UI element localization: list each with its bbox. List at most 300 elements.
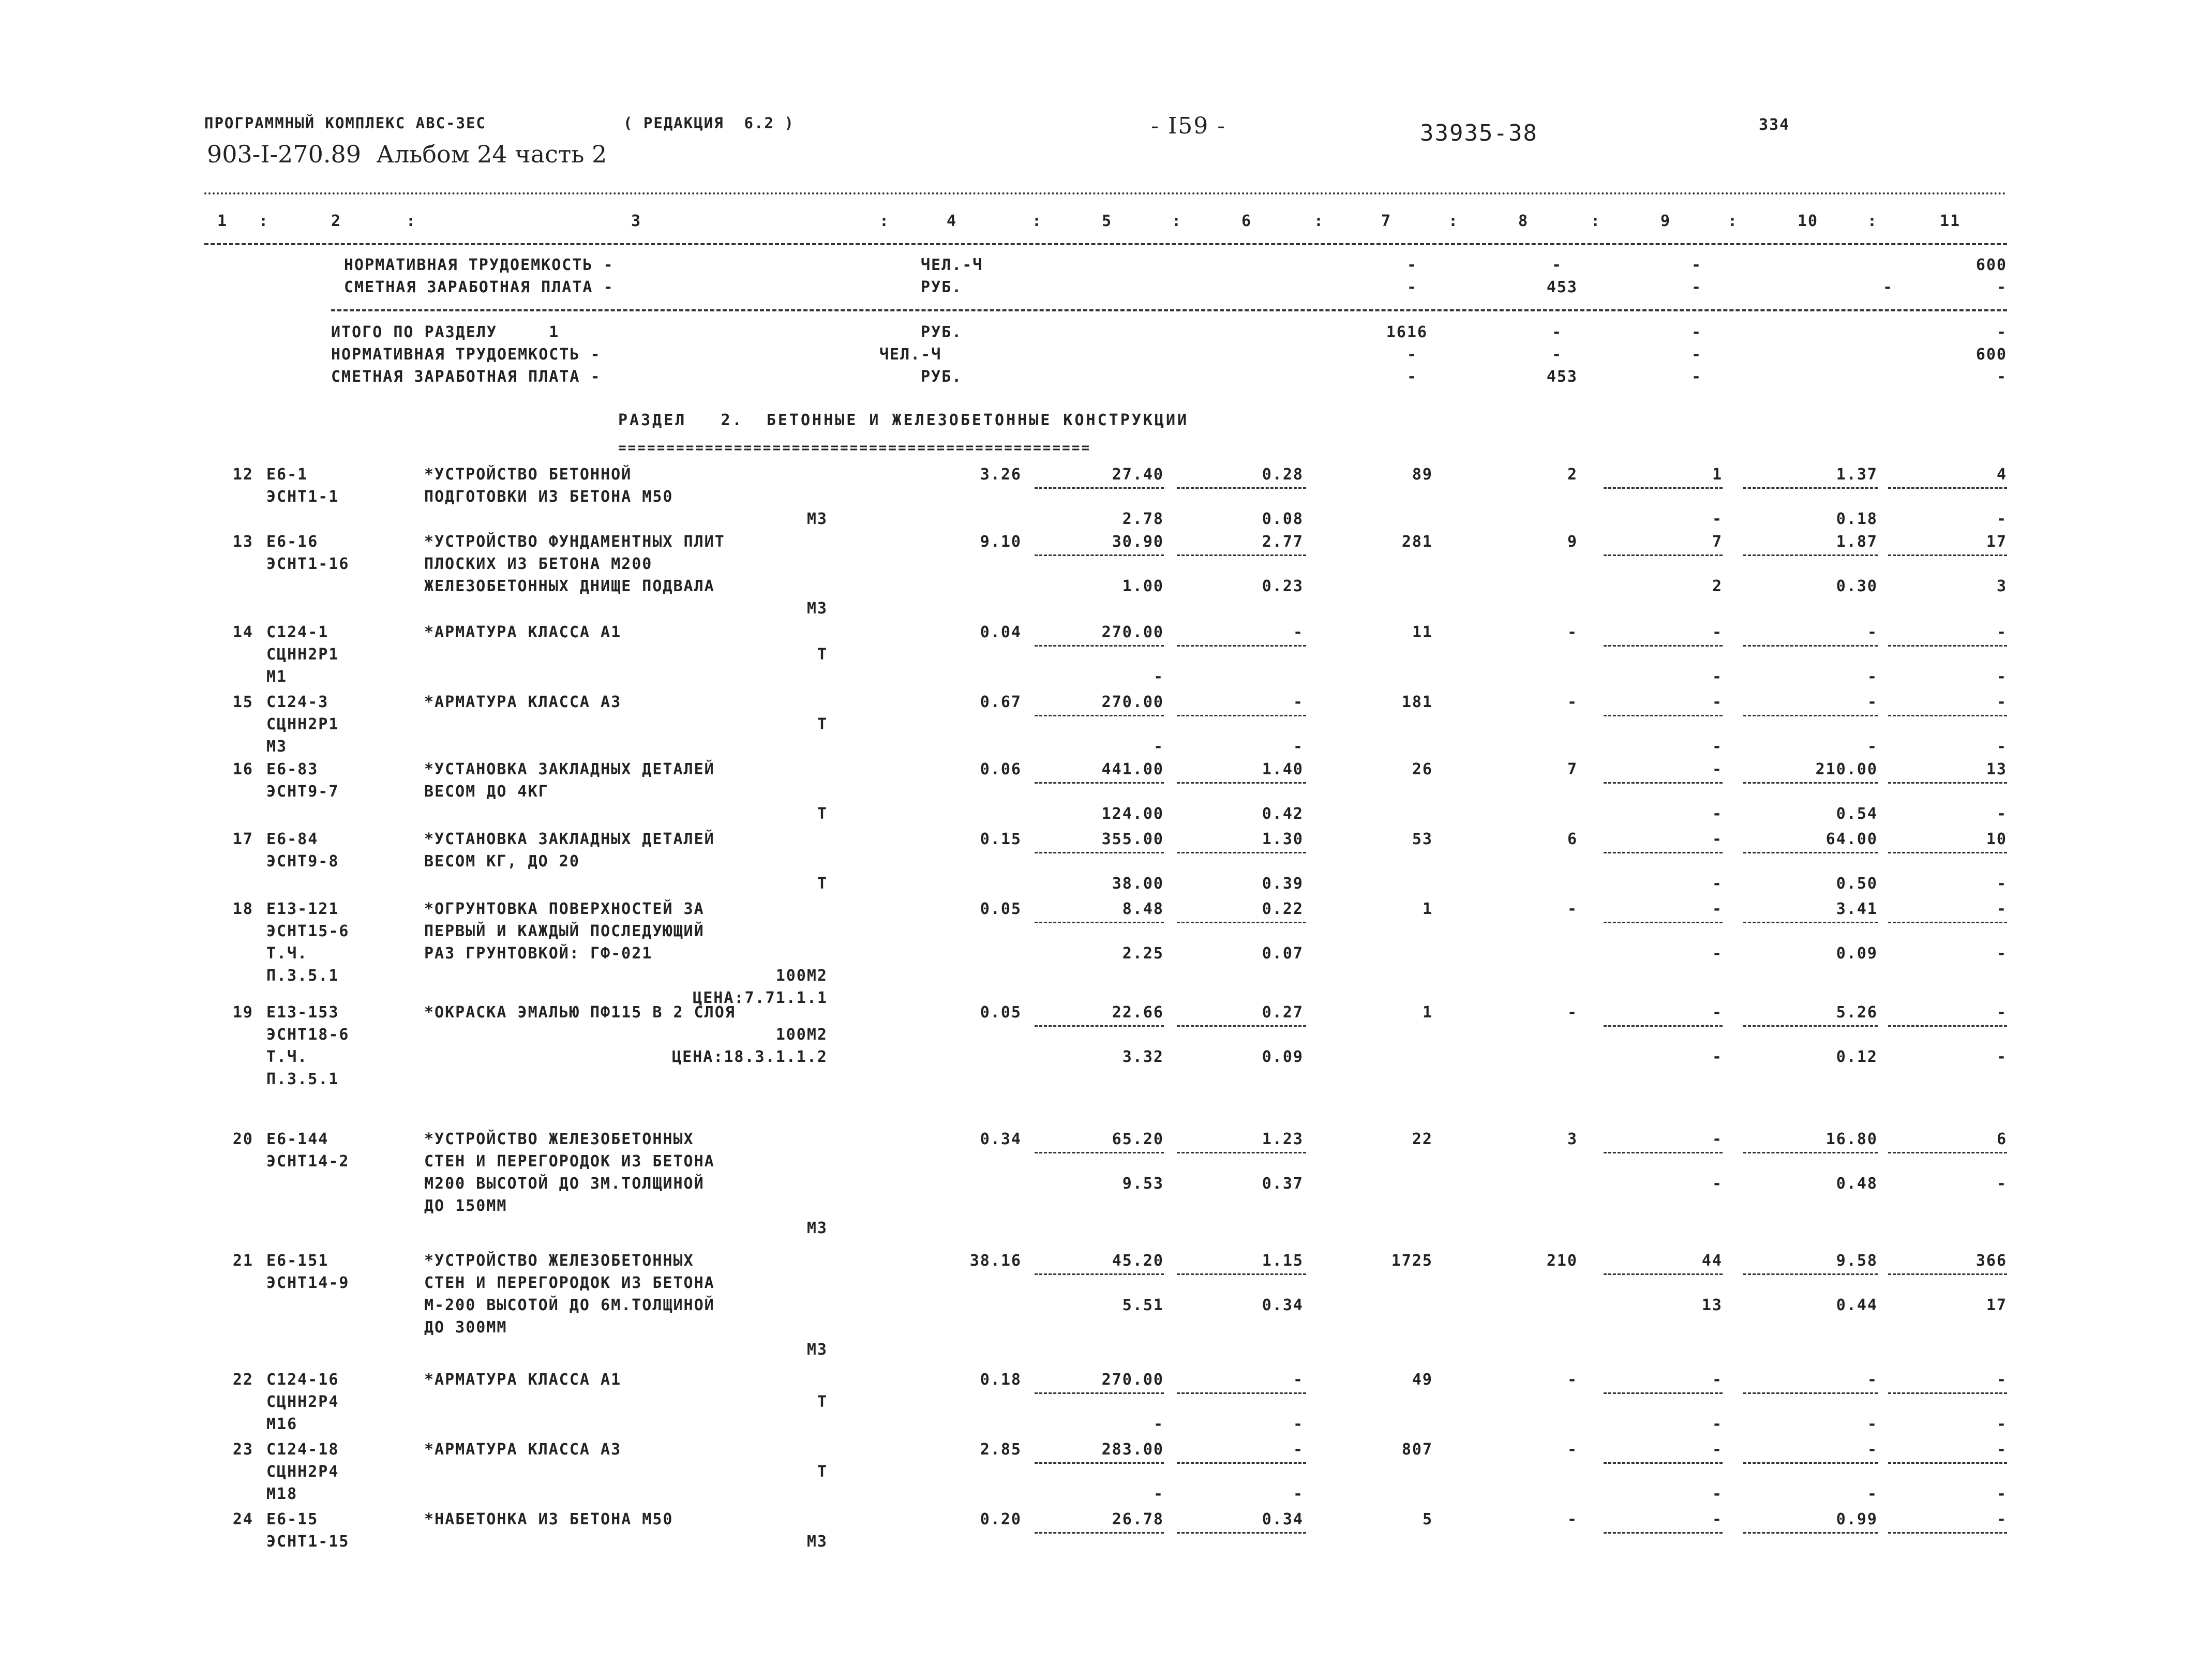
row-name-line: *УСТРОЙСТВО ФУНДАМЕНТНЫХ ПЛИТ (424, 533, 725, 551)
row-name-line: *АРМАТУРА КЛАССА А1 (424, 623, 622, 641)
row-code: П.3.5.1 (266, 1070, 339, 1088)
cell-rule (1177, 645, 1306, 647)
row-c6b: 0.07 (1262, 944, 1304, 963)
row-code: М16 (266, 1415, 298, 1433)
row-code: Е13-121 (266, 900, 339, 918)
row-code: ЭСНТ1-15 (266, 1533, 350, 1551)
row-c8: - (1567, 1371, 1578, 1389)
col-sep: : (1728, 212, 1739, 230)
row-c10b: 0.12 (1836, 1048, 1878, 1066)
col-header-9: 9 (1660, 212, 1671, 230)
row-code: Е6-16 (266, 533, 319, 551)
row-name-line: *УСТРОЙСТВО ЖЕЛЕЗОБЕТОННЫХ (424, 1130, 694, 1148)
row-c8: - (1567, 900, 1578, 918)
row-code: СЦНН2Р1 (266, 715, 339, 733)
cell-rule (1177, 852, 1306, 853)
row-c5: 270.00 (1101, 1371, 1164, 1389)
col-sep: : (1867, 212, 1878, 230)
row-number: 13 (232, 533, 253, 551)
sheet-number: 334 (1759, 116, 1790, 134)
summary-labor-c7: - (1406, 256, 1417, 274)
cell-rule (1604, 852, 1723, 853)
cell-rule (1743, 1462, 1878, 1464)
row-c10: 3.41 (1836, 900, 1878, 918)
row-name-line: *АРМАТУРА КЛАССА А1 (424, 1371, 622, 1389)
cell-rule (1888, 922, 2007, 923)
row-qty: 0.20 (980, 1510, 1022, 1528)
row-qty: 9.10 (980, 533, 1022, 551)
summary-wage-label: СМЕТНАЯ ЗАРАБОТНАЯ ПЛАТА - (344, 278, 614, 296)
col-sep: : (879, 212, 890, 230)
row-name-line: М-200 ВЫСОТОЙ ДО 6М.ТОЛЩИНОЙ (424, 1296, 715, 1314)
row-c10b: 0.30 (1836, 577, 1878, 595)
section-title-rule: ================================================= (618, 440, 1091, 456)
section-wage-c8: 453 (1546, 368, 1578, 386)
row-unit: Т (817, 805, 828, 823)
col-sep: : (1172, 212, 1183, 230)
row-code: Т.Ч. (266, 1048, 308, 1066)
section-total-unit: РУБ. (921, 323, 963, 341)
row-c10: 0.99 (1836, 1510, 1878, 1528)
row-c11b: - (1996, 875, 2007, 893)
cell-rule (1604, 1392, 1723, 1394)
cell-rule (1035, 487, 1164, 489)
cell-rule (1177, 1273, 1306, 1275)
row-c6: 0.34 (1262, 1510, 1304, 1528)
row-number: 15 (232, 693, 253, 711)
cell-rule (1604, 487, 1723, 489)
row-code: СЦНН2Р4 (266, 1393, 339, 1411)
cell-rule (1888, 487, 2007, 489)
section-wage-unit: РУБ. (921, 368, 963, 386)
row-c11: - (1996, 1003, 2007, 1022)
cell-rule (1888, 1462, 2007, 1464)
row-c8: 2 (1567, 466, 1578, 484)
row-c5b: 9.53 (1122, 1175, 1164, 1193)
row-c10: 1.87 (1836, 533, 1878, 551)
summary-wage-c9: - (1691, 278, 1702, 296)
row-name-line: РАЗ ГРУНТОВКОЙ: ГФ-021 (424, 944, 653, 963)
cell-rule (1888, 852, 2007, 853)
row-c9b: 2 (1712, 577, 1723, 595)
row-c11b: 17 (1986, 1296, 2007, 1314)
cell-rule (1743, 487, 1878, 489)
row-qty: 0.05 (980, 1003, 1022, 1022)
summary-wage-unit: РУБ. (921, 278, 963, 296)
row-name-line: СТЕН И ПЕРЕГОРОДОК ИЗ БЕТОНА (424, 1274, 715, 1292)
row-qty: 0.34 (980, 1130, 1022, 1148)
row-c5: 27.40 (1112, 466, 1164, 484)
col-sep: : (1591, 212, 1602, 230)
cell-rule (1035, 1532, 1164, 1534)
row-name-line: *УСТАНОВКА ЗАКЛАДНЫХ ДЕТАЛЕЙ (424, 830, 715, 848)
section-total-c7: 1616 (1386, 323, 1428, 341)
row-number: 16 (232, 760, 253, 778)
cell-rule (1888, 1273, 2007, 1275)
row-c8: - (1567, 1510, 1578, 1528)
row-unit: 100М2 (775, 967, 828, 985)
row-c6: 0.28 (1262, 466, 1304, 484)
row-name-line: *УСТРОЙСТВО БЕТОННОЙ (424, 466, 632, 484)
row-qty: 0.06 (980, 760, 1022, 778)
section-total-c9: - (1691, 323, 1702, 341)
row-c5: 270.00 (1101, 693, 1164, 711)
cell-rule (1743, 645, 1878, 647)
col-header-6: 6 (1241, 212, 1252, 230)
row-c11: 366 (1975, 1252, 2007, 1270)
row-qty: 0.05 (980, 900, 1022, 918)
row-c10b: - (1867, 738, 1878, 756)
row-c7: 22 (1412, 1130, 1433, 1148)
row-c9b: - (1712, 1415, 1723, 1433)
row-c6b: 0.08 (1262, 510, 1304, 528)
row-name-line: М200 ВЫСОТОЙ ДО 3М.ТОЛЩИНОЙ (424, 1175, 705, 1193)
row-price-note: ЦЕНА:7.71.1.1 (693, 989, 828, 1007)
cell-rule (1888, 1152, 2007, 1153)
row-code: ЭСНТ9-8 (266, 852, 339, 871)
row-c5b: 38.00 (1112, 875, 1164, 893)
col-header-10: 10 (1798, 212, 1819, 230)
row-c11b: - (1996, 1048, 2007, 1066)
section-wage-c11: - (1996, 368, 2007, 386)
row-c9: - (1712, 1371, 1723, 1389)
cell-rule (1604, 645, 1723, 647)
section-total-c11: - (1996, 323, 2007, 341)
row-c6: - (1293, 623, 1304, 641)
row-c9b: 13 (1701, 1296, 1723, 1314)
cell-rule (1743, 1392, 1878, 1394)
row-c7: 807 (1401, 1441, 1433, 1459)
row-qty: 2.85 (980, 1441, 1022, 1459)
row-c11: 17 (1986, 533, 2007, 551)
summary-labor-label: НОРМАТИВНАЯ ТРУДОЕМКОСТЬ - (344, 256, 614, 274)
row-c11b: - (1996, 805, 2007, 823)
row-code: С124-3 (266, 693, 329, 711)
row-unit: М3 (806, 1341, 828, 1359)
row-c7: 181 (1401, 693, 1433, 711)
row-c8: 6 (1567, 830, 1578, 848)
row-c5b: 1.00 (1122, 577, 1164, 595)
cell-rule (1035, 554, 1164, 556)
row-code: Е6-1 (266, 466, 308, 484)
row-c11b: - (1996, 738, 2007, 756)
row-number: 19 (232, 1003, 253, 1022)
cell-rule (1743, 715, 1878, 716)
row-code: С124-16 (266, 1371, 339, 1389)
row-c11: - (1996, 1510, 2007, 1528)
row-c5b: - (1153, 1485, 1164, 1503)
row-code: М18 (266, 1485, 298, 1503)
section-labor-unit: ЧЕЛ.-Ч (879, 346, 942, 364)
row-name-line: *НАБЕТОНКА ИЗ БЕТОНА М50 (424, 1510, 674, 1528)
cell-rule (1035, 1152, 1164, 1153)
row-unit: Т (817, 875, 828, 893)
row-number: 14 (232, 623, 253, 641)
row-c10b: 0.50 (1836, 875, 1878, 893)
row-c9: - (1712, 900, 1723, 918)
col-sep: : (1032, 212, 1043, 230)
col-header-1: 1 (217, 212, 228, 230)
row-c5b: - (1153, 668, 1164, 686)
row-code: ЭСНТ15-6 (266, 922, 350, 940)
row-c7: 11 (1412, 623, 1433, 641)
cell-rule (1743, 1025, 1878, 1027)
row-name-line: СТЕН И ПЕРЕГОРОДОК ИЗ БЕТОНА (424, 1152, 715, 1171)
row-c10b: 0.48 (1836, 1175, 1878, 1193)
cell-rule (1888, 1025, 2007, 1027)
row-c6b: 0.39 (1262, 875, 1304, 893)
row-c9b: - (1712, 668, 1723, 686)
row-name-line: ДО 150ММ (424, 1197, 507, 1215)
row-c9: - (1712, 623, 1723, 641)
row-c7: 1725 (1391, 1252, 1433, 1270)
row-c7: 26 (1412, 760, 1433, 778)
col-header-2: 2 (331, 212, 342, 230)
row-c5: 45.20 (1112, 1252, 1164, 1270)
row-c9b: - (1712, 1048, 1723, 1066)
cell-rule (1888, 782, 2007, 784)
row-number: 18 (232, 900, 253, 918)
cell-rule (1888, 1532, 2007, 1534)
cell-rule (1177, 1532, 1306, 1534)
cell-rule (1035, 1392, 1164, 1394)
row-c5: 8.48 (1122, 900, 1164, 918)
row-c11: 10 (1986, 830, 2007, 848)
row-c6: - (1293, 1441, 1304, 1459)
row-c11b: - (1996, 1175, 2007, 1193)
row-qty: 0.67 (980, 693, 1022, 711)
row-number: 12 (232, 466, 253, 484)
cell-rule (1743, 1532, 1878, 1534)
row-c7: 5 (1422, 1510, 1433, 1528)
col-header-7: 7 (1381, 212, 1392, 230)
summary-labor-c11: 600 (1975, 256, 2007, 274)
cell-rule (1177, 1152, 1306, 1153)
row-c11b: - (1996, 1415, 2007, 1433)
row-c5b: 5.51 (1122, 1296, 1164, 1314)
col-sep: : (259, 212, 270, 230)
cell-rule (1177, 715, 1306, 716)
row-c10b: 0.54 (1836, 805, 1878, 823)
cell-rule (1743, 1273, 1878, 1275)
cell-rule (1035, 715, 1164, 716)
row-c10: 1.37 (1836, 466, 1878, 484)
row-c5b: 2.25 (1122, 944, 1164, 963)
row-c6b: 0.23 (1262, 577, 1304, 595)
cell-rule (1035, 1025, 1164, 1027)
row-c10: 16.80 (1825, 1130, 1878, 1148)
row-c8: - (1567, 693, 1578, 711)
row-c6b: - (1293, 1485, 1304, 1503)
row-price-note: ЦЕНА:18.3.1.1.2 (672, 1048, 828, 1066)
row-unit: М3 (806, 1219, 828, 1237)
row-number: 24 (232, 1510, 253, 1528)
row-c6: 1.23 (1262, 1130, 1304, 1148)
row-c11b: - (1996, 1485, 2007, 1503)
cell-rule (1888, 554, 2007, 556)
row-code: Т.Ч. (266, 944, 308, 963)
row-name-line: ВЕСОМ КГ, ДО 20 (424, 852, 580, 871)
row-c7: 1 (1422, 1003, 1433, 1022)
row-code: СЦНН2Р1 (266, 646, 339, 664)
row-c10b: - (1867, 668, 1878, 686)
row-c11: 13 (1986, 760, 2007, 778)
row-c11b: 3 (1996, 577, 2007, 595)
col-sep: : (1448, 212, 1459, 230)
page-number: - I59 - (1151, 113, 1226, 139)
cell-rule (1743, 922, 1878, 923)
row-c8: - (1567, 623, 1578, 641)
row-c5: 283.00 (1101, 1441, 1164, 1459)
cell-rule (1888, 715, 2007, 716)
row-c9b: - (1712, 1485, 1723, 1503)
row-c5: 26.78 (1112, 1510, 1164, 1528)
row-c7: 89 (1412, 466, 1433, 484)
row-c10: - (1867, 693, 1878, 711)
row-code: Е6-15 (266, 1510, 319, 1528)
summary-labor-c9: - (1691, 256, 1702, 274)
row-unit: Т (817, 1393, 828, 1411)
document-code: 33935-38 (1420, 120, 1538, 146)
row-code: Е13-153 (266, 1003, 339, 1022)
row-c7: 49 (1412, 1371, 1433, 1389)
cell-rule (1035, 1462, 1164, 1464)
row-c10: 210.00 (1815, 760, 1878, 778)
row-name-line: ЖЕЛЕЗОБЕТОННЫХ ДНИЩЕ ПОДВАЛА (424, 577, 715, 595)
row-c11: - (1996, 1371, 2007, 1389)
row-c10b: - (1867, 1415, 1878, 1433)
row-unit: Т (817, 646, 828, 664)
cell-rule (1604, 1025, 1723, 1027)
cell-rule (1177, 1462, 1306, 1464)
row-c9: - (1712, 830, 1723, 848)
row-c7: 281 (1401, 533, 1433, 551)
row-name-line: *АРМАТУРА КЛАССА А3 (424, 693, 622, 711)
section-labor-c7: - (1406, 346, 1417, 364)
row-c6b: 0.42 (1262, 805, 1304, 823)
cell-rule (1743, 782, 1878, 784)
cell-rule (1177, 782, 1306, 784)
section-labor-c11: 600 (1975, 346, 2007, 364)
row-code: Е6-83 (266, 760, 319, 778)
row-c9: - (1712, 1510, 1723, 1528)
row-c5: 65.20 (1112, 1130, 1164, 1148)
row-c11b: - (1996, 944, 2007, 963)
row-c6: 0.27 (1262, 1003, 1304, 1022)
section-total-c8: - (1551, 323, 1562, 341)
cell-rule (1888, 645, 2007, 647)
row-c10b: 0.44 (1836, 1296, 1878, 1314)
row-code: С124-1 (266, 623, 329, 641)
row-c11: - (1996, 623, 2007, 641)
cell-rule (1604, 715, 1723, 716)
row-c10: 64.00 (1825, 830, 1878, 848)
row-c9: - (1712, 1003, 1723, 1022)
project-reference: 903-I-270.89 Альбом 24 часть 2 (207, 140, 607, 168)
row-code: Е6-151 (266, 1252, 329, 1270)
row-c11b: - (1996, 510, 2007, 528)
row-c9b: - (1712, 805, 1723, 823)
row-c8: 7 (1567, 760, 1578, 778)
row-c6: 2.77 (1262, 533, 1304, 551)
row-code: ЭСНТ9-7 (266, 783, 339, 801)
row-c8: - (1567, 1441, 1578, 1459)
row-c5b: - (1153, 738, 1164, 756)
col-header-3: 3 (631, 212, 642, 230)
row-c11: 4 (1996, 466, 2007, 484)
cell-rule (1604, 782, 1723, 784)
row-code: ЭСНТ1-16 (266, 555, 350, 573)
cell-rule (1177, 1392, 1306, 1394)
row-c6b: - (1293, 738, 1304, 756)
row-code: Е6-144 (266, 1130, 329, 1148)
section-wage-c7: - (1406, 368, 1417, 386)
col-header-8: 8 (1518, 212, 1529, 230)
summary-wage-c11: - (1996, 278, 2007, 296)
row-c8: 9 (1567, 533, 1578, 551)
row-c6: - (1293, 1371, 1304, 1389)
summary-wage-c8: 453 (1546, 278, 1578, 296)
cell-rule (1035, 645, 1164, 647)
row-code: П.3.5.1 (266, 967, 339, 985)
summary-rule (331, 309, 2007, 311)
row-c6b: - (1293, 1415, 1304, 1433)
section-wage-c9: - (1691, 368, 1702, 386)
row-code: ЭСНТ14-9 (266, 1274, 350, 1292)
row-qty: 38.16 (969, 1252, 1022, 1270)
row-c10: - (1867, 1441, 1878, 1459)
row-unit: М3 (806, 510, 828, 528)
summary-labor-c8: - (1551, 256, 1562, 274)
col-sep: : (406, 212, 417, 230)
section-labor-c9: - (1691, 346, 1702, 364)
row-c5: 441.00 (1101, 760, 1164, 778)
row-c9b: - (1712, 875, 1723, 893)
row-c9b: - (1712, 738, 1723, 756)
row-c9b: - (1712, 944, 1723, 963)
cell-rule (1177, 1025, 1306, 1027)
cell-rule (1604, 1273, 1723, 1275)
section-title: РАЗДЕЛ 2. БЕТОННЫЕ И ЖЕЛЕЗОБЕТОННЫЕ КОНСТРУКЦИИ (618, 411, 1189, 429)
row-c5: 270.00 (1101, 623, 1164, 641)
row-c5b: 124.00 (1101, 805, 1164, 823)
row-c9: - (1712, 1130, 1723, 1148)
cell-rule (1604, 554, 1723, 556)
row-number: 17 (232, 830, 253, 848)
row-c9b: - (1712, 510, 1723, 528)
row-c9: 1 (1712, 466, 1723, 484)
row-c11b: - (1996, 668, 2007, 686)
row-unit: Т (817, 1463, 828, 1481)
summary-wage-c7: - (1406, 278, 1417, 296)
row-c6: 0.22 (1262, 900, 1304, 918)
row-c10b: - (1867, 1485, 1878, 1503)
row-code: ЭСНТ14-2 (266, 1152, 350, 1171)
row-c9: - (1712, 1441, 1723, 1459)
row-name-line: ДО 300ММ (424, 1318, 507, 1337)
row-qty: 0.15 (980, 830, 1022, 848)
section-labor-c8: - (1551, 346, 1562, 364)
row-c6: 1.40 (1262, 760, 1304, 778)
row-c10: - (1867, 623, 1878, 641)
row-c8: 3 (1567, 1130, 1578, 1148)
col-header-5: 5 (1102, 212, 1113, 230)
row-c5: 22.66 (1112, 1003, 1164, 1022)
row-c11: 6 (1996, 1130, 2007, 1148)
header-rule-bottom (204, 243, 2007, 245)
row-name-line: ПЕРВЫЙ И КАЖДЫЙ ПОСЛЕДУЮЩИЙ (424, 922, 705, 940)
row-c6b: 0.09 (1262, 1048, 1304, 1066)
